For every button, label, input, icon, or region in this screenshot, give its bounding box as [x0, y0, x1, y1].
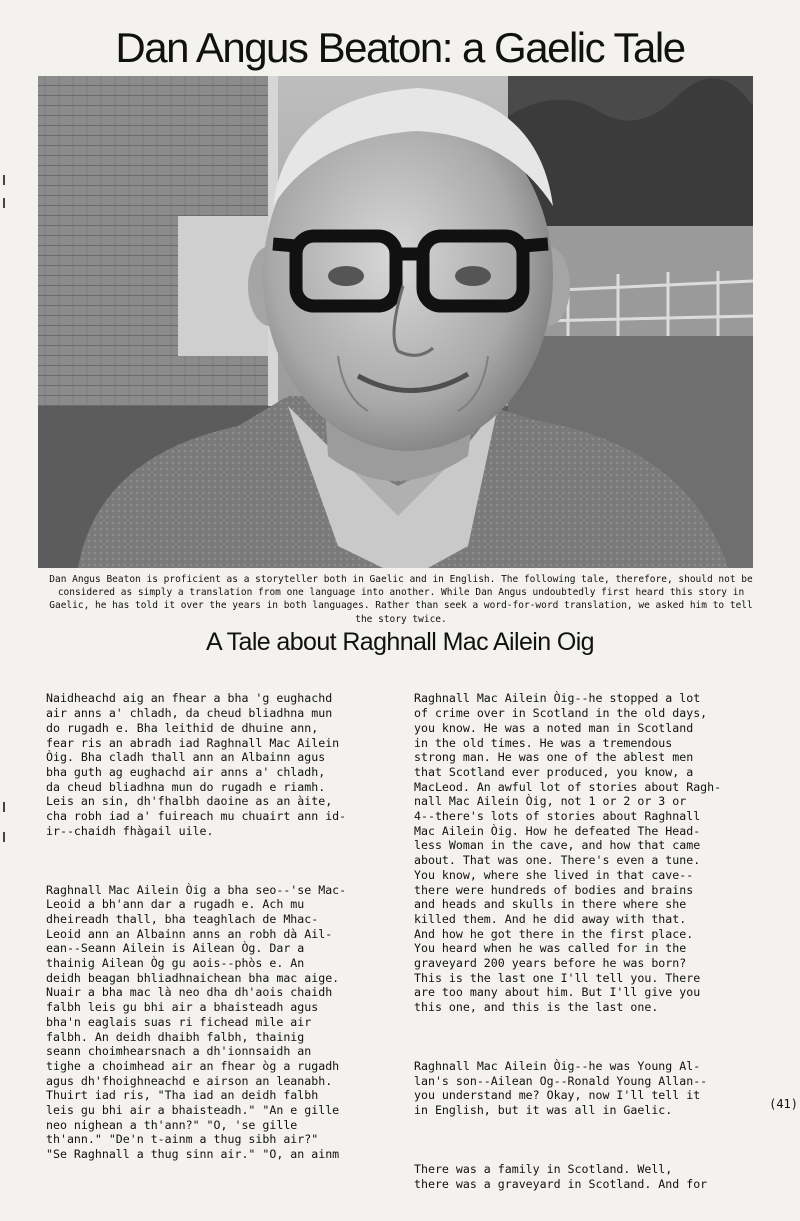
- gaelic-paragraph: Naidheachd aig an fhear a bha 'g eughachd air anns a' chladh, da cheud bliadhna mun do rugadh e. Bha leithid de dhuine ann, fear ris an abradh iad Raghnall Mac Ailein Òig. Bha cladh thall ann an Albainn agus bha guth ag eughachd air anns a' chladh, da cheud bliadhna mun do rugadh e riamh. Leis an sin, dh'fhalbh daoine as an àite, cha robh iad a' fuireach mu chuairt ann id- ir--chaidh fhàgail uile.: [46, 691, 347, 838]
- margin-mark: [3, 802, 5, 812]
- english-text-column: [414, 662, 774, 1221]
- gaelic-paragraph: Raghnall Mac Ailein Òig a bha seo--'se Mac- Leoid a bh'ann dar a rugadh e. Ach mu dheireadh thall, bha teaghlach de Mhac- Leoid ann an Albainn anns an robh dà Ail- ean--Seann Ailein is Ailean Òg. Dar a thainig Ailean Òg gu aois--phòs e. An deidh beagan bhliadhnaichean bha mac aige. Nuair a bha mac là neo dha dh'aois chaidh falbh leis gu bhi air a bhaisteadh agus bha'n eaglais suas ri fichead mìle air falbh. An deidh dhaibh falbh, thainig seann choimhearsnach a dh'ionnsaidh an tighe a choimhead air an fhear òg a rugadh agus dh'fhoighneachd e airson an leanabh. Thuirt iad ris, "Tha iad an deidh falbh leis gu bhi air a bhaisteadh." "An e gille neo nighean a th'ann?" "O, 'se gille th'ann." "De'n t-ainm a thug sibh air?" "Se Raghnall a thug sinn air." "O, an ainm: [46, 882, 347, 1162]
- page-number: (41): [769, 1097, 798, 1111]
- story-title: A Tale about Raghnall Mac Ailein Oig: [206, 628, 594, 656]
- photo-caption: Dan Angus Beaton is proficient as a storyteller both in Gaelic and in English. The following tale, therefore, should not be considered as simply a translation from one language into another. While Dan Angus undoubtedly first heard this story in Gaelic, he has told it over the years in both languages. Rather than seek a word-for-word translation, we asked him to tell the story twice.: [49, 574, 753, 625]
- margin-mark: [3, 832, 5, 842]
- margin-mark: [3, 175, 5, 185]
- english-paragraph: There was a family in Scotland. Well, there was a graveyard in Scotland. And for: [414, 1161, 708, 1191]
- portrait-illustration: [38, 76, 753, 568]
- portrait-photo: [38, 76, 753, 568]
- gaelic-text-column: [46, 662, 396, 1191]
- margin-mark: [3, 198, 5, 208]
- english-paragraph: Raghnall Mac Ailein Òig--he was Young Al- lan's son--Ailean Og--Ronald Young Allan-- you understand me? Okay, now I'll tell it in English, but it was all in Gaelic.: [414, 1058, 708, 1118]
- english-paragraph: Raghnall Mac Ailein Òig--he stopped a lot of crime over in Scotland in the old days, you know. He was a noted man in Scotland in the old times. He was a tremendous strong man. He was one of the ablest men that Scotland ever produced, you know, a MacLeod. An awful lot of stories about Ragh- nall Mac Ailein Òig, not 1 or 2 or 3 or 4--there's lots of stories about Raghnall Mac Ailein Òig. How he defeated The Head- less Woman in the cave, and how that came about. That was one. There's even a tune. You know, where she lived in that cave-- there were hundreds of bodies and brains and heads and skulls in there where she killed them. And he did away with that. And how he got there in the first place. You heard when he was called for in the graveyard 200 years before he was born? This is the last one I'll tell you. There are too many about him. But I'll give you this one, and this is the last one.: [414, 691, 722, 1015]
- page-title: Dan Angus Beaton: a Gaelic Tale: [115, 24, 685, 71]
